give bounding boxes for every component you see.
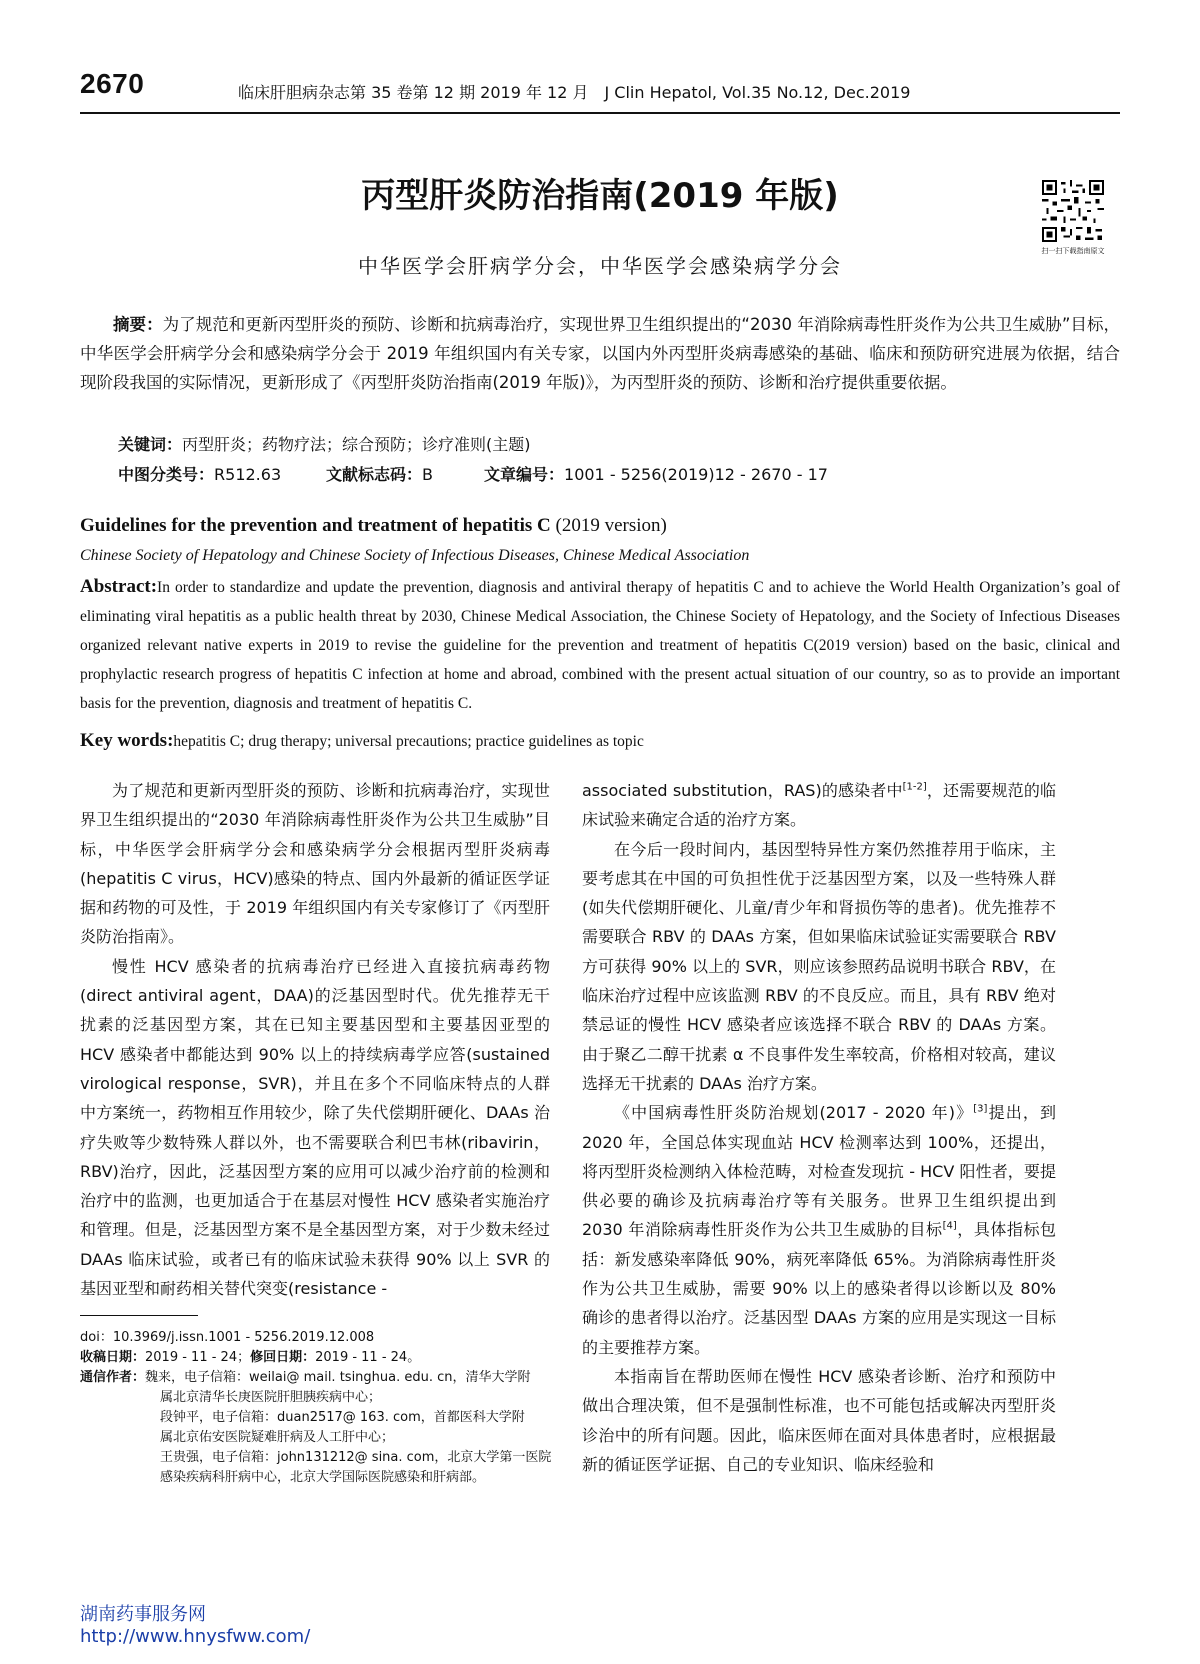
corresponding-author-line: 段钟平，电子信箱：duan2517@ 163. com，首都医科大学附 xyxy=(160,1410,525,1425)
body-text: ，具体指标包括：新发感染率降低 90%，病死率降低 65%。为消除病毒性肝炎作为公共卫生威胁，需要 90% 以上的感染者得以诊断以及 80% 确诊的患者得以治疗。泛基因型 DAAs 方案的应用是实现这一目标的主要推荐方案。 xyxy=(582,1220,1056,1357)
received-date: 2019 - 11 - 24； xyxy=(145,1350,251,1365)
chinese-abstract xyxy=(80,310,1120,397)
page-number: 2670 xyxy=(80,68,145,99)
chinese-keywords-label: 关键词： xyxy=(118,435,183,454)
body-paragraph: 本指南旨在帮助医师在慢性 HCV 感染者诊断、治疗和预防中做出合理决策，但不是强制性标准，也不可能包括或解决丙型肝炎诊治中的所有问题。因此，临床医师在面对具体患者时，应根据最新的循证医学证据、自己的专业知识、临床经验和 xyxy=(582,1366,1056,1474)
body-text: ，还需要规范的临床试验来确定合适的治疗方案。 xyxy=(582,781,1056,830)
footnotes xyxy=(80,1328,550,1488)
corresponding-label: 通信作者： xyxy=(80,1370,146,1385)
corresponding-text: 魏来，电子信箱：weilai@ mail. tsinghua. edu. cn，清华大学附 xyxy=(145,1370,531,1385)
corresponding-author-line: 属北京佑安医院疑难肝病及人工肝中心； xyxy=(160,1430,395,1445)
dates-line xyxy=(80,1348,550,1368)
corresponding-author-line: 感染疾病科肝病中心，北京大学国际医院感染和肝病部。 xyxy=(160,1470,486,1485)
article-authors: 中华医学会肝病学分会，中华医学会感染病学分会 xyxy=(358,254,842,278)
received-label: 收稿日期： xyxy=(80,1350,146,1365)
article-title: 丙型肝炎防治指南(2019 年版) xyxy=(361,176,839,216)
english-authors: Chinese Society of Hepatology and Chinese Society of Infectious Diseases, Chinese Medical Association xyxy=(80,547,750,564)
doi-line: doi：10.3969/j.issn.1001 - 5256.2019.12.008 xyxy=(80,1330,375,1345)
body-paragraph: 为了规范和更新丙型肝炎的预防、诊断和抗病毒治疗，实现世界卫生组织提出的“2030 年消除病毒性肝炎作为公共卫生威胁”目标，中华医学会肝病学分会和感染病学分会根据丙型肝炎病毒(hepatitis C virus，HCV)感染的特点、国内外最新的循证医学证据和药物的可及性，于 2019 年组织国内有关专家修订了《丙型肝炎防治指南》。 xyxy=(80,781,550,947)
header-rule xyxy=(80,112,1120,114)
classification-line xyxy=(118,462,828,485)
body-paragraph: 慢性 HCV 感染者的抗病毒治疗已经进入直接抗病毒药物(direct antiviral agent，DAA)的泛基因型时代。优先推荐无干扰素的泛基因型方案，其在已知主要基因型和主要基因亚型的 HCV 感染者中都能达到 90% 以上的持续病毒学应答(sustained virological response，SVR)，并且在多个不同临床特点的人群中方案统一，药物相互作用较少，除了失代偿期肝硬化、DAAs 治疗失败等少数特殊人群以外，也不需要联合利巴韦林(ribavirin，RBV)治疗，因此，泛基因型方案的应用可以减少治疗前的检测和治疗中的监测，也更加适合于在基层对慢性 HCV 感染者实施治疗和管理。但是，泛基因型方案不是全基因型方案，对于少数未经过 DAAs 临床试验，或者已有的临床试验未获得 90% 以上 SVR 的基因亚型和耐药相关替代突变(resistance - xyxy=(80,956,550,1299)
revised-label: 修回日期： xyxy=(250,1350,316,1365)
body-paragraph: 在今后一段时间内，基因型特异性方案仍然推荐用于临床，主要考虑其在中国的可负担性优于泛基因型方案，以及一些特殊人群(如失代偿期肝硬化、儿童/青少年和肾损伤等的患者)。优先推荐不需要联合 RBV 的 DAAs 方案，但如果临床试验证实需要联合 RBV 方可获得 90% 以上的 SVR，则应该参照药品说明书联合 RBV，在临床治疗过程中应该监测 RBV 的不良反应。而且，具有 RBV 绝对禁忌证的慢性 HCV 感染者应该选择不联合 RBV 的 DAAs 方案。由于聚乙二醇干扰素 α 不良事件发生率较高，价格相对较高，建议选择无干扰素的 DAAs 治疗方案。 xyxy=(582,839,1056,1093)
clc-label: 中图分类号： xyxy=(118,465,215,484)
english-abstract xyxy=(80,572,1120,718)
corresponding-author-line: 属北京清华长庚医院肝胆胰疾病中心； xyxy=(160,1390,382,1405)
english-abstract-label: Abstract: xyxy=(80,576,158,597)
watermark[interactable] xyxy=(80,1604,310,1648)
corresponding-author-line: 王贵强，电子信箱：john131212@ sina. com，北京大学第一医院 xyxy=(160,1450,552,1465)
body-text: 提出，到 2020 年，全国总体实现血站 HCV 检测率达到 100%，还提出，将丙型肝炎检测纳入体检范畴，对检查发现抗 - HCV 阳性者，要提供必要的确诊及抗病毒治疗等有关服务。世界卫生组织提出到 2030 年消除病毒性肝炎作为公共卫生威胁的目标 xyxy=(582,1103,1056,1240)
watermark-url[interactable]: http://www.hnysfww.com/ xyxy=(80,1626,311,1647)
clc-value: R512.63 xyxy=(214,465,282,484)
english-keywords xyxy=(80,730,644,752)
article-number-label: 文章编号： xyxy=(484,465,565,484)
qr-code[interactable] xyxy=(1042,180,1104,242)
body-paragraph xyxy=(582,776,1056,835)
revised-date: 2019 - 11 - 24。 xyxy=(315,1350,421,1365)
english-abstract-text: In order to standardize and update the prevention, diagnosis and antiviral therapy of hepatitis C and to achieve the World Health Organization’s goal of eliminating viral hepatitis as a public health threat by 2030, Chinese Medical Association, the Chinese Society of Hepatology, and the Society of Infectious Diseases organized relevant native experts in 2019 to revise the guideline for the prevention and treatment of hepatitis C(2019 version) based on the basic, clinical and prophylactic research progress of hepatitis C infection at home and abroad, combined with the present actual situation of our country, so as to provide an important basis for the prevention, diagnosis and treatment of hepatitis C. xyxy=(80,579,1120,712)
chinese-keywords-text: 丙型肝炎；药物疗法；综合预防；诊疗准则(主题) xyxy=(182,435,531,454)
english-title xyxy=(80,515,667,537)
corresponding-author-line xyxy=(80,1368,550,1388)
citation-reference[interactable]: [4] xyxy=(942,1221,957,1233)
chinese-abstract-label: 摘要： xyxy=(113,315,163,334)
document-code-value: B xyxy=(422,465,433,484)
chinese-keywords xyxy=(118,432,531,455)
body-text: 《中国病毒性肝炎防治规划(2017 - 2020 年)》 xyxy=(614,1103,974,1123)
body-paragraph xyxy=(582,1098,1056,1362)
watermark-site-name: 湖南药事服务网 xyxy=(80,1604,206,1625)
english-keywords-text: hepatitis C; drug therapy; universal precautions; practice guidelines as topic xyxy=(173,733,644,750)
citation-reference[interactable]: [3] xyxy=(973,1103,988,1115)
footnote-rule xyxy=(80,1315,198,1316)
english-title-version: (2019 version) xyxy=(555,515,667,536)
body-left-column xyxy=(80,776,550,1303)
english-title-text: Guidelines for the prevention and treatment of hepatitis C xyxy=(80,515,551,536)
english-keywords-label: Key words: xyxy=(80,730,174,751)
body-text: associated substitution，RAS)的感染者中 xyxy=(582,781,903,800)
document-code-label: 文献标志码： xyxy=(326,465,423,484)
body-right-column xyxy=(582,776,1056,1479)
citation-reference[interactable]: [1-2] xyxy=(902,781,927,793)
qr-caption: 扫一扫下载指南原文 xyxy=(1041,247,1105,255)
running-head: 临床肝胆病杂志第 35 卷第 12 期 2019 年 12 月 J Clin Hepatol, Vol.35 No.12, Dec.2019 xyxy=(238,83,911,102)
chinese-abstract-text: 为了规范和更新丙型肝炎的预防、诊断和抗病毒治疗，实现世界卫生组织提出的“2030 年消除病毒性肝炎作为公共卫生威胁”目标，中华医学会肝病学分会和感染病学分会于 2019 年组织国内有关专家，以国内外丙型肝炎病毒感染的基础、临床和预防研究进展为依据，结合现阶段我国的实际情况，更新形成了《丙型肝炎防治指南(2019 年版)》，为丙型肝炎的预防、诊断和治疗提供重要依据。 xyxy=(80,315,1121,392)
article-number-value: 1001 - 5256(2019)12 - 2670 - 17 xyxy=(564,465,828,484)
